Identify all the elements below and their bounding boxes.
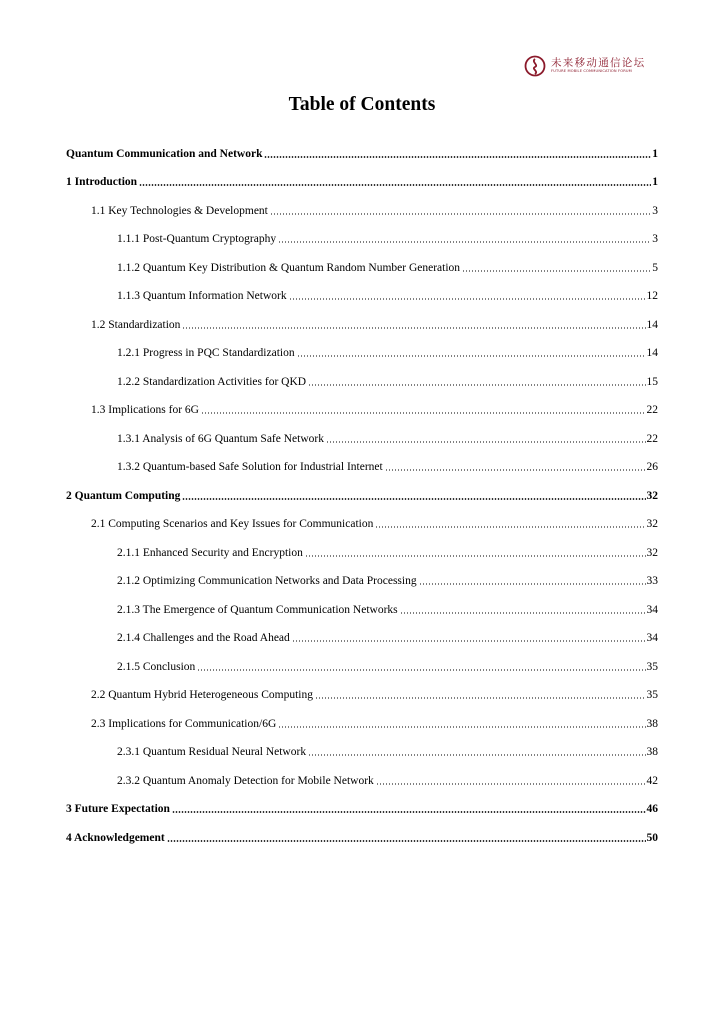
toc-entry[interactable] (117, 658, 658, 674)
toc-entry-page: 34 (646, 632, 658, 644)
toc-entry-page: 3 (652, 233, 658, 245)
toc-entry-label: 1.1.3 Quantum Information Network (117, 290, 287, 302)
toc-leader-dots (264, 156, 651, 158)
toc-entry-page: 1 (652, 148, 658, 160)
toc-entry-page: 22 (646, 404, 658, 416)
toc-entry-label: 1.3.2 Quantum-based Safe Solution for Industrial Internet (117, 461, 383, 473)
toc-leader-dots (278, 241, 651, 243)
toc-entry-label: 1.1.1 Post-Quantum Cryptography (117, 233, 277, 245)
toc-entry-label: 1.1.2 Quantum Key Distribution & Quantum Random Number Generation (117, 262, 461, 274)
toc-leader-dots (326, 441, 646, 443)
toc-leader-dots (385, 469, 646, 471)
toc-entry[interactable] (117, 544, 658, 560)
toc-entry[interactable] (117, 259, 658, 275)
toc-leader-dots (278, 726, 645, 728)
toc-entry-label: 4 Acknowledgement (66, 832, 165, 844)
toc-entry[interactable] (117, 430, 658, 446)
toc-entry-label: 1.3.1 Analysis of 6G Quantum Safe Network (117, 433, 324, 445)
toc-entry[interactable] (117, 373, 658, 389)
toc-entry-label: 1.3 Implications for 6G (91, 404, 199, 416)
toc-entry[interactable] (91, 515, 658, 531)
toc-entry-label: 2.1.1 Enhanced Security and Encryption (117, 547, 303, 559)
toc-leader-dots (308, 384, 645, 386)
toc-leader-dots (201, 412, 646, 414)
forum-logo (524, 54, 652, 78)
toc-entry-page: 32 (646, 490, 658, 502)
toc-entry[interactable] (91, 715, 658, 731)
toc-leader-dots (297, 355, 646, 357)
toc-leader-dots (308, 754, 645, 756)
toc-entry[interactable] (91, 316, 658, 332)
toc-entry-label: 1.1 Key Technologies & Development (91, 205, 268, 217)
toc-entry[interactable] (117, 772, 658, 788)
toc-entry-label: 2 Quantum Computing (66, 490, 181, 502)
toc-entry[interactable] (117, 601, 658, 617)
toc-entry-label: 1 Introduction (66, 176, 138, 188)
toc-entry-page: 32 (646, 547, 658, 559)
toc-leader-dots (305, 555, 646, 557)
toc-entry[interactable] (117, 230, 658, 246)
toc-entry-page: 42 (646, 775, 658, 787)
toc-leader-dots (139, 184, 651, 186)
forum-logo-icon (524, 55, 546, 77)
toc-entry-label: 3 Future Expectation (66, 803, 170, 815)
toc-entry[interactable] (91, 202, 658, 218)
toc-entry-page: 5 (652, 262, 658, 274)
toc-entry-page: 50 (646, 832, 658, 844)
toc-entry-label: 2.1.3 The Emergence of Quantum Communication Networks (117, 604, 398, 616)
toc-entry-page: 14 (646, 319, 658, 331)
toc-entry[interactable] (117, 458, 658, 474)
toc-leader-dots (182, 498, 645, 500)
toc-entry-label: 2.1.2 Optimizing Communication Networks and Data Processing (117, 575, 417, 587)
toc-leader-dots (172, 811, 646, 813)
toc-leader-dots (375, 526, 645, 528)
toc-entry[interactable] (117, 629, 658, 645)
toc-entry[interactable] (91, 401, 658, 417)
toc-entry-page: 3 (652, 205, 658, 217)
toc-entry-label: 1.2.1 Progress in PQC Standardization (117, 347, 295, 359)
toc-entry[interactable] (91, 686, 658, 702)
toc-entry[interactable] (117, 344, 658, 360)
toc-entry-label: 2.3 Implications for Communication/6G (91, 718, 277, 730)
toc-entry-page: 14 (646, 347, 658, 359)
toc-leader-dots (462, 270, 651, 272)
toc-leader-dots (289, 298, 646, 300)
toc-entry-label: 2.1.5 Conclusion (117, 661, 196, 673)
toc-leader-dots (197, 669, 645, 671)
toc-entry-page: 12 (646, 290, 658, 302)
toc-entry-label: 2.2 Quantum Hybrid Heterogeneous Computing (91, 689, 313, 701)
toc-entry-page: 32 (646, 518, 658, 530)
toc-entry-label: 1.2.2 Standardization Activities for QKD (117, 376, 307, 388)
toc-entry-page: 26 (646, 461, 658, 473)
toc-leader-dots (376, 783, 646, 785)
toc-entry-label: 1.2 Standardization (91, 319, 181, 331)
toc-entry-page: 46 (646, 803, 658, 815)
logo-english-name: FUTURE MOBILE COMMUNICATION FORUM (551, 69, 632, 74)
toc-entry-page: 22 (646, 433, 658, 445)
toc-entry[interactable] (117, 743, 658, 759)
toc-entry[interactable] (66, 145, 658, 161)
toc-entry-label: 2.3.1 Quantum Residual Neural Network (117, 746, 307, 758)
toc-entry-label: 2.1 Computing Scenarios and Key Issues for Communication (91, 518, 374, 530)
toc-entry-page: 35 (646, 689, 658, 701)
page-title: Table of Contents (288, 94, 436, 115)
toc-leader-dots (167, 840, 646, 842)
toc-leader-dots (292, 640, 646, 642)
toc-entry-page: 34 (646, 604, 658, 616)
toc-leader-dots (315, 697, 646, 699)
toc-entry[interactable] (66, 829, 658, 845)
toc-leader-dots (419, 583, 646, 585)
toc-entry[interactable] (117, 572, 658, 588)
toc-entry-page: 38 (646, 718, 658, 730)
toc-entry-label: 2.3.2 Quantum Anomaly Detection for Mobile Network (117, 775, 374, 787)
toc-entry-page: 1 (652, 176, 658, 188)
toc-leader-dots (182, 327, 645, 329)
logo-chinese-name: 未来移动通信论坛 (551, 56, 646, 69)
toc-entry-page: 33 (646, 575, 658, 587)
toc-entry[interactable] (66, 487, 658, 503)
toc-entry-label: Quantum Communication and Network (66, 148, 263, 160)
toc-entry-page: 38 (646, 746, 658, 758)
toc-entry[interactable] (66, 173, 658, 189)
toc-leader-dots (400, 612, 646, 614)
toc-entry-page: 35 (646, 661, 658, 673)
toc-entry[interactable] (66, 800, 658, 816)
toc-entry-label: 2.1.4 Challenges and the Road Ahead (117, 632, 290, 644)
toc-entry-page: 15 (646, 376, 658, 388)
toc-entry[interactable] (117, 287, 658, 303)
toc-leader-dots (270, 213, 651, 215)
